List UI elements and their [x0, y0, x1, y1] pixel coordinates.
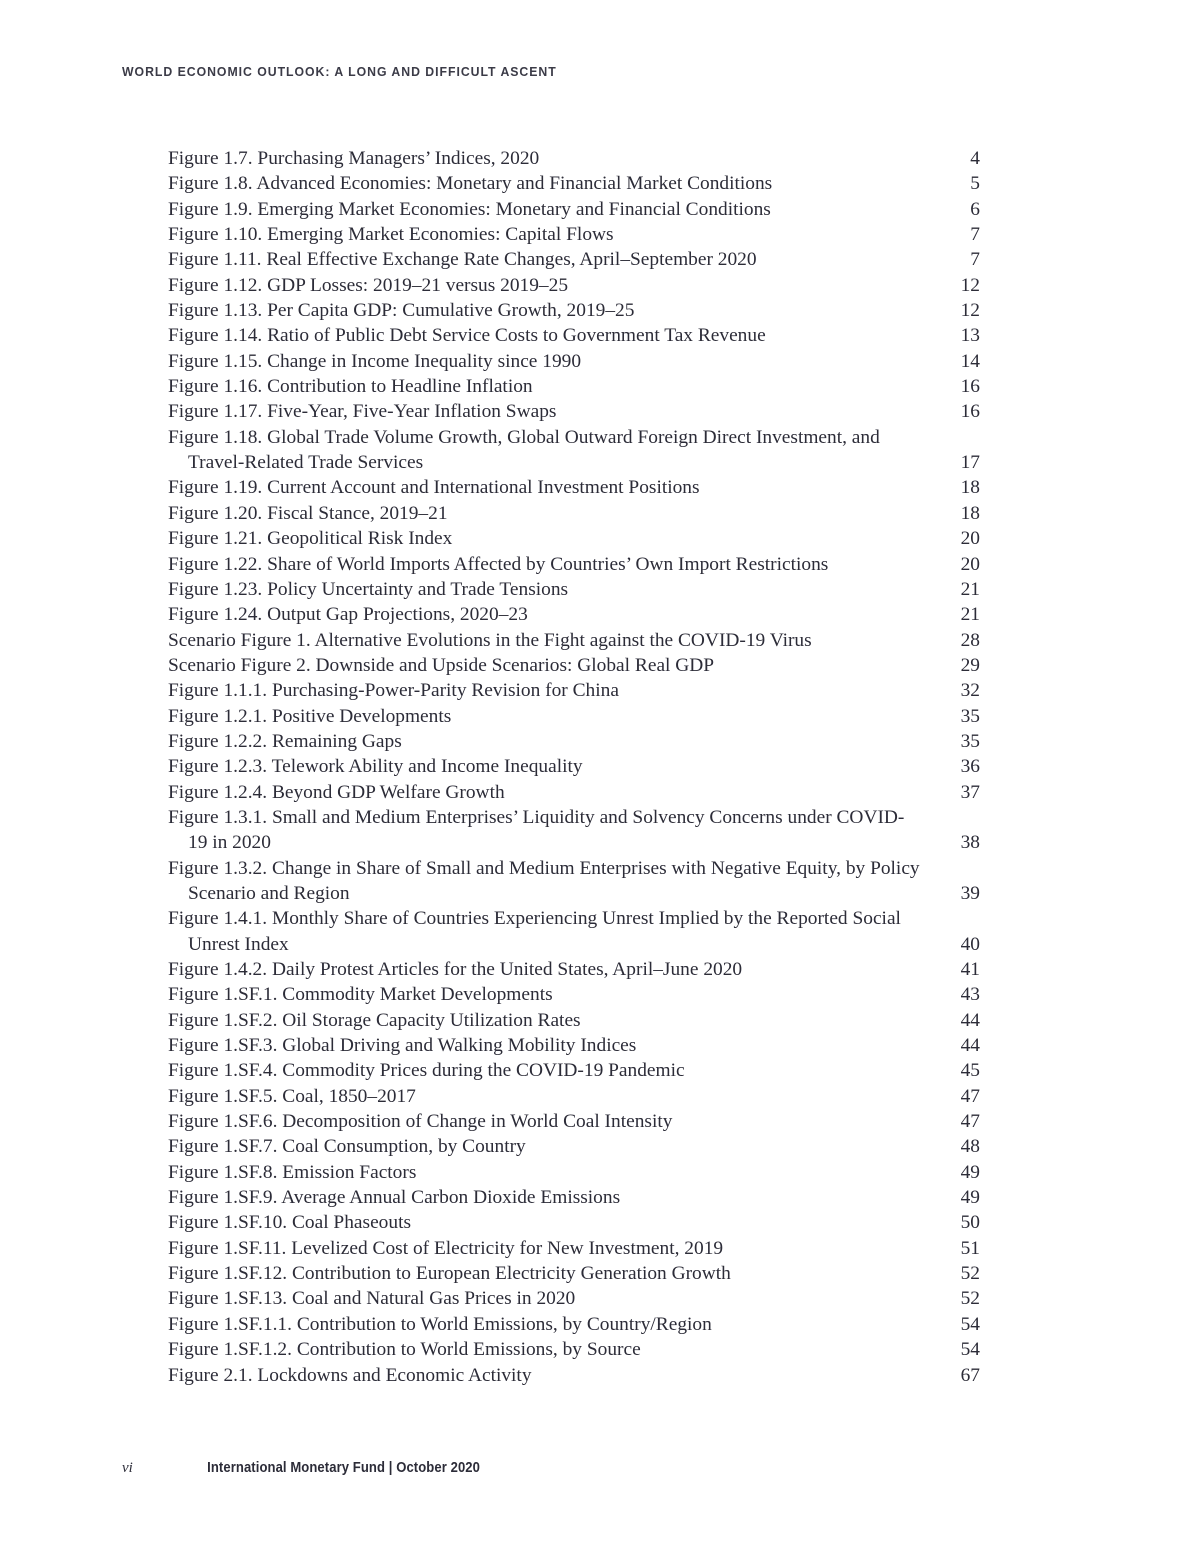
figure-page-number: 20 — [960, 553, 980, 575]
figure-title: Scenario Figure 2. Downside and Upside Scenarios: Global Real GDP — [168, 654, 715, 676]
figure-page-number: 13 — [960, 325, 980, 347]
figure-title: Figure 1.SF.5. Coal, 1850–2017 — [168, 1085, 416, 1107]
figure-title: Figure 1.20. Fiscal Stance, 2019–21 — [168, 502, 448, 524]
list-of-figures-entry[interactable] — [168, 1312, 980, 1337]
figure-title: Figure 1.24. Output Gap Projections, 2020–23 — [168, 604, 528, 626]
figure-page-number: 49 — [960, 1161, 980, 1183]
running-header-title: WORLD ECONOMIC OUTLOOK: A LONG AND DIFFICULT ASCENT — [122, 64, 557, 79]
figure-title: Figure 1.15. Change in Income Inequality since 1990 — [168, 350, 582, 372]
list-of-figures-entry[interactable] — [168, 1109, 980, 1134]
folio-page-number: vi — [122, 1460, 133, 1476]
figure-title: Figure 1.19. Current Account and International Investment Positions — [168, 477, 700, 499]
list-of-figures-entry[interactable] — [168, 349, 980, 374]
figure-page-number: 16 — [960, 376, 980, 398]
figure-title: Figure 1.SF.1.2. Contribution to World Emissions, by Source — [168, 1339, 641, 1361]
list-of-figures-entry[interactable] — [168, 957, 980, 982]
figure-page-number: 50 — [960, 1212, 980, 1234]
list-of-figures-entry[interactable] — [168, 856, 980, 907]
figure-page-number: 48 — [960, 1136, 980, 1158]
figure-page-number: 54 — [960, 1313, 980, 1335]
list-of-figures-entry[interactable] — [168, 526, 980, 551]
figure-page-number: 12 — [960, 300, 980, 322]
figure-title: Figure 1.13. Per Capita GDP: Cumulative Growth, 2019–25 — [168, 300, 635, 322]
list-of-figures-entry[interactable] — [168, 1363, 980, 1388]
figure-page-number: 12 — [960, 274, 980, 296]
figure-title: Figure 2.1. Lockdowns and Economic Activity — [168, 1364, 532, 1386]
figure-title: Figure 1.18. Global Trade Volume Growth, Global Outward Foreign Direct Investment, and Travel-Related Trade Services — [168, 426, 880, 474]
list-of-figures-entry[interactable] — [168, 1236, 980, 1261]
figure-page-number: 49 — [960, 1187, 980, 1209]
figure-title: Figure 1.22. Share of World Imports Affected by Countries’ Own Import Restrictions — [168, 553, 829, 575]
list-of-figures-entry[interactable] — [168, 754, 980, 779]
list-of-figures-entry[interactable] — [168, 298, 980, 323]
figure-title: Figure 1.4.1. Monthly Share of Countries Experiencing Unrest Implied by the Reported Social Unrest Index — [168, 908, 901, 955]
list-of-figures-entry[interactable] — [168, 906, 980, 957]
list-of-figures-entry[interactable] — [168, 628, 980, 653]
figure-page-number: 32 — [960, 680, 980, 702]
figure-title: Figure 1.SF.8. Emission Factors — [168, 1161, 417, 1183]
figure-page-number: 16 — [960, 401, 980, 423]
figure-page-number: 20 — [960, 528, 980, 550]
figure-title: Figure 1.SF.1.1. Contribution to World Emissions, by Country/Region — [168, 1313, 712, 1335]
list-of-figures-entry[interactable] — [168, 805, 980, 856]
list-of-figures-entry[interactable] — [168, 501, 980, 526]
figure-title: Figure 1.11. Real Effective Exchange Rate Changes, April–September 2020 — [168, 249, 757, 271]
figure-title: Figure 1.SF.13. Coal and Natural Gas Prices in 2020 — [168, 1288, 576, 1310]
list-of-figures-entry[interactable] — [168, 1160, 980, 1185]
figure-page-number: 14 — [960, 350, 980, 372]
figure-title: Figure 1.2.3. Telework Ability and Income Inequality — [168, 756, 583, 778]
figure-title: Figure 1.2.1. Positive Developments — [168, 705, 452, 727]
figure-title: Figure 1.4.2. Daily Protest Articles for the United States, April–June 2020 — [168, 959, 743, 980]
figure-page-number: 7 — [970, 224, 980, 246]
list-of-figures-entry[interactable] — [168, 1337, 980, 1362]
list-of-figures-entry[interactable] — [168, 399, 980, 424]
figure-page-number: 17 — [960, 452, 980, 474]
figure-title: Figure 1.8. Advanced Economies: Monetary and Financial Market Conditions — [168, 173, 773, 195]
figure-title: Figure 1.17. Five-Year, Five-Year Inflation Swaps — [168, 401, 557, 423]
figure-page-number: 6 — [970, 198, 980, 220]
figure-page-number: 54 — [960, 1339, 980, 1361]
list-of-figures-entry[interactable] — [168, 146, 980, 171]
list-of-figures-entry[interactable] — [168, 1008, 980, 1033]
figure-page-number: 67 — [960, 1364, 980, 1386]
figure-page-number: 5 — [970, 173, 980, 195]
list-of-figures-entry[interactable] — [168, 222, 980, 247]
figure-title: Figure 1.SF.1. Commodity Market Developments — [168, 984, 553, 1006]
figure-title: Figure 1.SF.2. Oil Storage Capacity Utilization Rates — [168, 1009, 581, 1031]
figure-page-number: 43 — [960, 984, 980, 1006]
figure-page-number: 47 — [960, 1111, 980, 1133]
list-of-figures-entry[interactable] — [168, 729, 980, 754]
list-of-figures-entry[interactable] — [168, 197, 980, 222]
figure-title: Figure 1.12. GDP Losses: 2019–21 versus 2019–25 — [168, 274, 569, 296]
figure-page-number: 44 — [960, 1035, 980, 1057]
figure-page-number: 35 — [960, 730, 980, 752]
page-footer — [122, 1460, 495, 1477]
list-of-figures-entry[interactable] — [168, 1261, 980, 1286]
figure-page-number: 39 — [960, 882, 980, 904]
list-of-figures-entry[interactable] — [168, 247, 980, 272]
figure-title: Figure 1.16. Contribution to Headline Inflation — [168, 376, 533, 398]
list-of-figures-entry[interactable] — [168, 1134, 980, 1159]
figure-page-number: 21 — [960, 578, 980, 600]
figure-page-number: 35 — [960, 705, 980, 727]
figure-title: Scenario Figure 1. Alternative Evolutions in the Fight against the COVID-19 Virus — [168, 629, 812, 651]
figure-title: Figure 1.SF.4. Commodity Prices during the COVID-19 Pandemic — [168, 1060, 685, 1082]
list-of-figures-entry[interactable] — [168, 1185, 980, 1210]
figure-title: Figure 1.2.2. Remaining Gaps — [168, 730, 402, 752]
figure-page-number: 36 — [960, 756, 980, 778]
figure-page-number: 7 — [970, 249, 980, 271]
figure-page-number: 45 — [960, 1060, 980, 1082]
figure-title: Figure 1.3.1. Small and Medium Enterprises’ Liquidity and Solvency Concerns under COVID-19 in 2020 — [168, 806, 905, 854]
figure-page-number: 4 — [970, 148, 980, 169]
list-of-figures-entry[interactable] — [168, 653, 980, 678]
figure-title: Figure 1.14. Ratio of Public Debt Service Costs to Government Tax Revenue — [168, 325, 766, 347]
figure-page-number: 18 — [960, 477, 980, 499]
figure-title: Figure 1.SF.6. Decomposition of Change in World Coal Intensity — [168, 1111, 673, 1133]
figure-title: Figure 1.3.2. Change in Share of Small and Medium Enterprises with Negative Equity, by Policy Scenario and Region — [168, 857, 920, 904]
figure-page-number: 21 — [960, 604, 980, 626]
list-of-figures-entry[interactable] — [168, 374, 980, 399]
figure-page-number: 40 — [960, 933, 980, 955]
list-of-figures-entry[interactable] — [168, 171, 980, 196]
figure-page-number: 38 — [960, 832, 980, 854]
list-of-figures-entry[interactable] — [168, 1286, 980, 1311]
figure-title: Figure 1.SF.11. Levelized Cost of Electricity for New Investment, 2019 — [168, 1237, 724, 1259]
list-of-figures-entry[interactable] — [168, 552, 980, 577]
figure-page-number: 47 — [960, 1085, 980, 1107]
list-of-figures-entry[interactable] — [168, 323, 980, 348]
list-of-figures-entry[interactable] — [168, 602, 980, 627]
figure-title: Figure 1.10. Emerging Market Economies: Capital Flows — [168, 224, 614, 246]
figure-page-number: 41 — [960, 959, 980, 980]
figure-page-number: 52 — [960, 1263, 980, 1285]
footer-imprint: International Monetary Fund | October 2020 — [207, 1460, 480, 1476]
list-of-figures-entry[interactable] — [168, 1033, 980, 1058]
figure-title: Figure 1.23. Policy Uncertainty and Trade Tensions — [168, 578, 569, 600]
list-of-figures-entry[interactable] — [168, 1210, 980, 1235]
figure-page-number: 29 — [960, 654, 980, 676]
figure-page-number: 44 — [960, 1009, 980, 1031]
figure-title: Figure 1.21. Geopolitical Risk Index — [168, 528, 453, 550]
figure-page-number: 18 — [960, 502, 980, 524]
list-of-figures-entry[interactable] — [168, 780, 980, 805]
figure-title: Figure 1.2.4. Beyond GDP Welfare Growth — [168, 781, 505, 803]
figure-title: Figure 1.1.1. Purchasing-Power-Parity Revision for China — [168, 680, 619, 702]
figure-title: Figure 1.SF.3. Global Driving and Walking Mobility Indices — [168, 1035, 637, 1057]
figure-page-number: 28 — [960, 629, 980, 651]
list-of-figures-entry[interactable] — [168, 1058, 980, 1083]
list-of-figures-entry[interactable] — [168, 678, 980, 703]
figure-title: Figure 1.SF.10. Coal Phaseouts — [168, 1212, 411, 1234]
figure-title: Figure 1.SF.7. Coal Consumption, by Country — [168, 1136, 526, 1158]
figure-title: Figure 1.9. Emerging Market Economies: Monetary and Financial Conditions — [168, 198, 771, 220]
figure-title: Figure 1.SF.9. Average Annual Carbon Dioxide Emissions — [168, 1187, 621, 1209]
list-of-figures-entry[interactable] — [168, 982, 980, 1007]
list-of-figures — [168, 146, 980, 1388]
figure-title: Figure 1.7. Purchasing Managers’ Indices, 2020 — [168, 148, 540, 169]
list-of-figures-entry[interactable] — [168, 1084, 980, 1109]
figure-page-number: 51 — [960, 1237, 980, 1259]
figure-title: Figure 1.SF.12. Contribution to European Electricity Generation Growth — [168, 1263, 731, 1285]
figure-page-number: 37 — [960, 781, 980, 803]
list-of-figures-entry[interactable] — [168, 475, 980, 500]
list-of-figures-entry[interactable] — [168, 425, 980, 476]
list-of-figures-entry[interactable] — [168, 704, 980, 729]
figure-page-number: 52 — [960, 1288, 980, 1310]
list-of-figures-entry[interactable] — [168, 577, 980, 602]
list-of-figures-entry[interactable] — [168, 273, 980, 298]
